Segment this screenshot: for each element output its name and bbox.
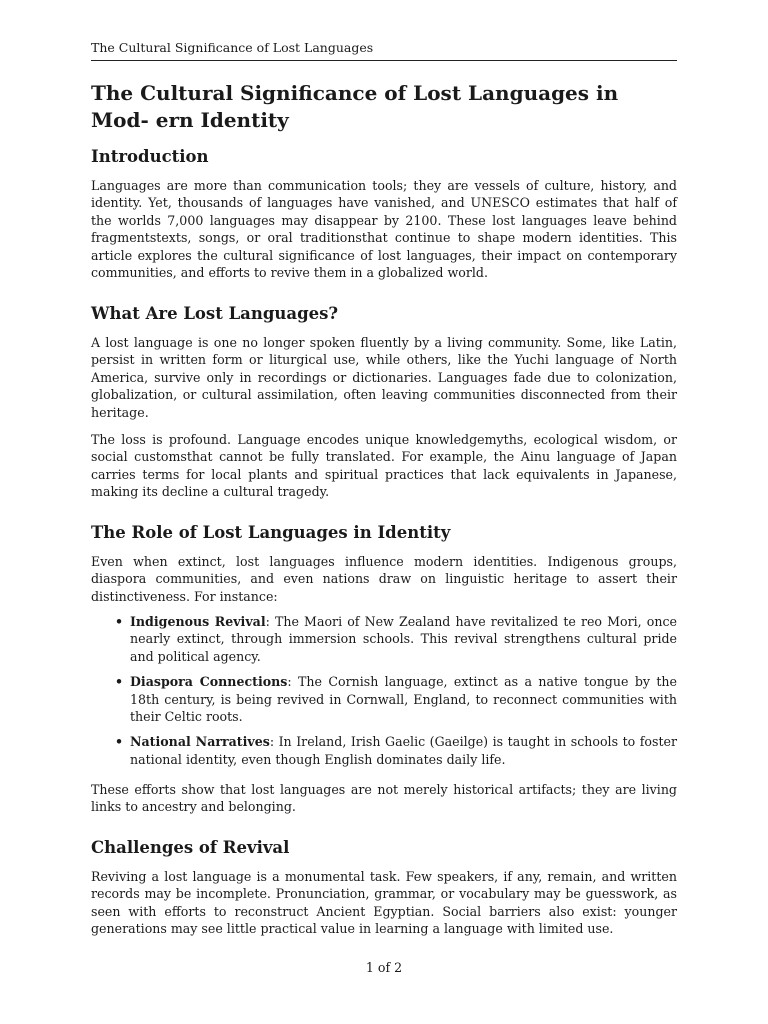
section-heading-role-in-identity: The Role of Lost Languages in Identity — [91, 523, 451, 542]
identity-bullet-list — [91, 613, 677, 776]
bullet-icon: • — [115, 674, 124, 690]
lost-languages-paragraph-1: A lost language is one no longer spoken fluently by a living community. Some, like Latin, persist in written form or liturgical use, while others, like the Yuchi language of North America, survive only in recordings or dictionaries. Languages fade due to colonization, globalization, or cultural assimilation, often leaving communities disconnected from their heritage. — [91, 335, 677, 420]
identity-intro-paragraph: Even when extinct, lost languages influence modern identities. Indigenous groups, diaspora communities, and even nations draw on linguistic heritage to assert their distinctiveness. For instance: — [91, 554, 677, 604]
page-number: 1 of 2 — [365, 960, 403, 975]
section-heading-what-are-lost-languages: What Are Lost Languages? — [91, 304, 339, 323]
running-header: The Cultural Significance of Lost Languages — [91, 40, 677, 61]
list-item — [91, 613, 677, 665]
lost-languages-paragraph-2: The loss is profound. Language encodes unique knowledgemyths, ecological wisdom, or social customsthat cannot be fully translated. For example, the Ainu language of Japan carries terms for local plants and spiritual practices that lack equivalents in Japanese, making its decline a cultural tragedy. — [91, 432, 677, 500]
bullet-term: National Narratives — [130, 734, 270, 750]
list-item — [91, 673, 677, 725]
challenges-paragraph: Reviving a lost language is a monumental task. Few speakers, if any, remain, and written records may be incomplete. Pronunciation, grammar, or vocabulary may be guesswork, as seen with efforts to reconstruct Ancient Egyptian. Social barriers also exist: younger generations may see little practical value in learning a language with limited use. — [91, 869, 677, 937]
document-title: The Cultural Significance of Lost Languages in Mod- ern Identity — [91, 81, 619, 132]
section-heading-introduction: Introduction — [91, 147, 209, 166]
bullet-icon: • — [115, 734, 124, 750]
bullet-icon: • — [115, 614, 124, 629]
list-item — [91, 733, 677, 768]
bullet-term: Diaspora Connections — [130, 674, 288, 690]
bullet-text: : In Ireland, Irish Gaelic (Gaeilge) is taught in schools to foster national identity, even though English dominates daily life. — [130, 734, 677, 767]
identity-closing-paragraph: These efforts show that lost languages are not merely historical artifacts; they are living links to ancestry and belonging. — [91, 782, 677, 815]
bullet-term: Indigenous Revival — [130, 614, 266, 629]
section-heading-challenges-of-revival: Challenges of Revival — [91, 838, 290, 857]
introduction-paragraph: Languages are more than communication tools; they are vessels of culture, history, and identity. Yet, thousands of languages have vanished, and UNESCO estimates that half of the worlds 7,000 languages may disappear by 2100. These lost languages leave behind fragmentstexts, songs, or oral traditionsthat continue to shape modern identities. This article explores the cultural significance of lost languages, their impact on contemporary communities, and efforts to revive them in a globalized world. — [91, 178, 677, 281]
bullet-text: : The Cornish language, extinct as a native tongue by the 18th century, is being revived in Cornwall, England, to reconnect communities with their Celtic roots. — [130, 674, 677, 725]
bullet-text: : The Maori of New Zealand have revitalized te reo Mori, once nearly extinct, through immersion schools. This revival strengthens cultural pride and political agency. — [130, 614, 677, 664]
